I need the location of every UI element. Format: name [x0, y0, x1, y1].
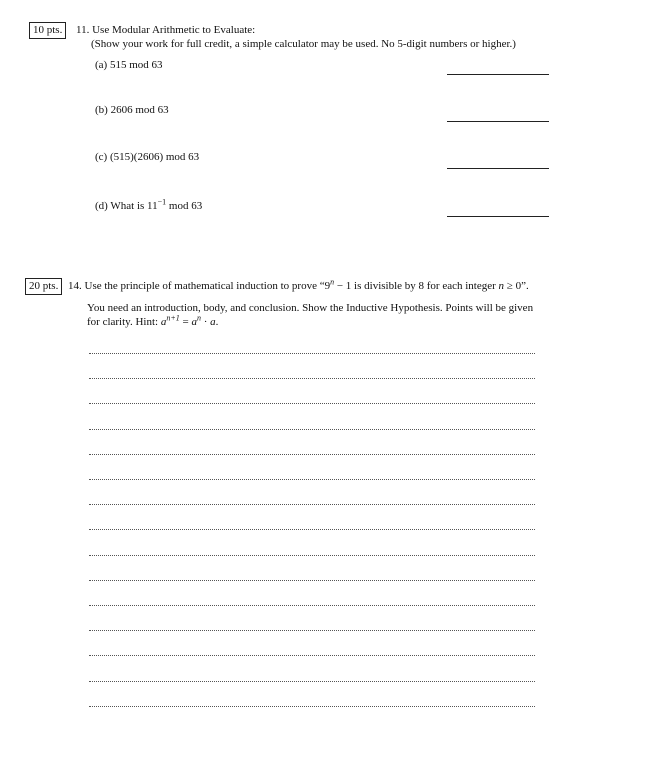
exponent-var: n: [330, 277, 335, 287]
answer-dotted-line[interactable]: [89, 706, 535, 707]
part-text: (515)(2606) mod 63: [109, 151, 200, 163]
answer-dotted-line[interactable]: [89, 454, 535, 455]
hint-lead: for clarity. Hint:: [87, 316, 161, 328]
question-prompt: Use Modular Arithmetic to Evaluate:: [92, 24, 256, 36]
part-label: (b): [95, 104, 108, 116]
dot: ·: [200, 316, 211, 328]
points-box-q11: [29, 22, 66, 39]
part-d: [95, 197, 203, 213]
part-text: 2606 mod 63: [110, 104, 169, 116]
question-14-header: [68, 277, 529, 293]
answer-blank-d[interactable]: [447, 216, 549, 217]
question-prompt: [84, 277, 529, 292]
answer-dotted-line[interactable]: [89, 681, 535, 682]
variable: a: [191, 316, 197, 328]
prompt-part: − 1 is divisible by 8 for each integer: [334, 280, 499, 292]
question-number: 14.: [68, 280, 82, 292]
exponent-var: n+1: [166, 313, 180, 323]
part-label: (a): [95, 59, 108, 71]
part-text: 515 mod 63: [109, 59, 163, 71]
exponent: −1: [157, 197, 167, 207]
answer-blank-a[interactable]: [447, 74, 549, 75]
variable: a: [210, 316, 216, 328]
answer-blank-c[interactable]: [447, 168, 549, 169]
answer-dotted-line[interactable]: [89, 529, 535, 530]
answer-dotted-line[interactable]: [89, 605, 535, 606]
prompt-part: ≥ 0”.: [504, 280, 529, 292]
answer-dotted-line[interactable]: [89, 403, 535, 404]
exponent: [166, 313, 179, 322]
variable: n: [498, 280, 505, 292]
period: .: [215, 316, 219, 328]
answer-dotted-line[interactable]: [89, 580, 535, 581]
points-label: 20 pts.: [29, 280, 59, 292]
answer-dotted-line[interactable]: [89, 378, 535, 379]
answer-dotted-line[interactable]: [89, 504, 535, 505]
equals: =: [179, 316, 192, 328]
answer-blank-b[interactable]: [447, 121, 549, 122]
answer-dotted-line[interactable]: [89, 479, 535, 480]
question-number: 11.: [76, 24, 90, 36]
prompt-part: Use the principle of mathematical induction to prove “9: [84, 280, 331, 292]
answer-dotted-line[interactable]: [89, 429, 535, 430]
part-label: (d): [95, 200, 108, 212]
question-14-body: You need an introduction, body, and conclusion. Show the Inductive Hypothesis. Points will be given: [87, 302, 534, 314]
exponent-var: n: [196, 313, 201, 323]
answer-dotted-line[interactable]: [89, 630, 535, 631]
points-box-q14: [25, 278, 62, 295]
points-label: 10 pts.: [33, 24, 63, 36]
question-14-hint: [87, 313, 219, 329]
question-11-header: [76, 24, 255, 37]
answer-dotted-line[interactable]: [89, 555, 535, 556]
answer-dotted-line[interactable]: [89, 655, 535, 656]
answer-dotted-line[interactable]: [89, 353, 535, 354]
part-text-tail: mod 63: [166, 200, 203, 212]
part-text: What is 11: [110, 200, 158, 212]
part-label: (c): [95, 151, 108, 163]
question-11-instructions: (Show your work for full credit, a simple calculator may be used. No 5-digit numbers or higher.): [91, 38, 516, 50]
variable: a: [160, 316, 167, 328]
part-c: [95, 151, 199, 164]
part-a: [95, 59, 163, 72]
part-b: [95, 104, 169, 117]
